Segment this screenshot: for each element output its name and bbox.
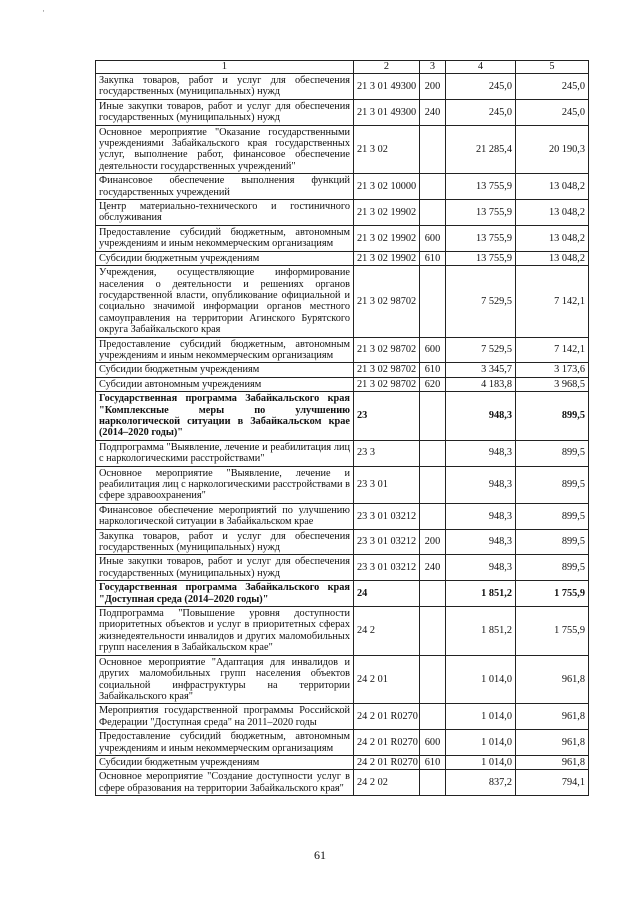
row-amount-col5-cell: 3 968,5: [516, 377, 589, 391]
row-amount-col4-cell: 1 014,0: [446, 755, 516, 769]
row-name-cell: Предоставление субсидий бюджетным, автономным учреждениям и иным некоммерческим организациям: [96, 225, 354, 251]
row-name-cell: Подпрограмма "Выявление, лечение и реабилитация лиц с наркологическими расстройствами": [96, 440, 354, 466]
table-row: [96, 440, 589, 466]
row-amount-col4-cell: 13 755,9: [446, 174, 516, 200]
row-expense-type-cell: 620: [420, 377, 446, 391]
row-amount-col5-cell: 245,0: [516, 74, 589, 100]
row-name-cell: Государственная программа Забайкальского края "Доступная среда (2014–2020 годы)": [96, 581, 354, 607]
row-amount-col5-cell: 7 142,1: [516, 266, 589, 337]
table-row: [96, 225, 589, 251]
table-row: [96, 555, 589, 581]
row-name-cell: Субсидии автономным учреждениям: [96, 377, 354, 391]
row-expense-type-cell: [420, 581, 446, 607]
row-amount-col5-cell: 899,5: [516, 392, 589, 441]
row-name-cell: Субсидии бюджетным учреждениям: [96, 755, 354, 769]
row-amount-col4-cell: 1 014,0: [446, 704, 516, 730]
row-amount-col5-cell: 13 048,2: [516, 174, 589, 200]
row-amount-col5-cell: 899,5: [516, 466, 589, 503]
table-row: [96, 392, 589, 441]
column-header-1: 1: [96, 61, 354, 74]
table-row: [96, 755, 589, 769]
table-row: [96, 99, 589, 125]
row-code-cell: 21 3 02 19902: [354, 200, 420, 226]
row-expense-type-cell: [420, 200, 446, 226]
row-code-cell: 24 2 01 R0270: [354, 755, 420, 769]
row-amount-col5-cell: 20 190,3: [516, 125, 589, 174]
table-row: [96, 655, 589, 704]
row-expense-type-cell: [420, 125, 446, 174]
row-expense-type-cell: 600: [420, 225, 446, 251]
row-amount-col5-cell: 3 173,6: [516, 363, 589, 377]
row-amount-col4-cell: 837,2: [446, 770, 516, 796]
row-amount-col5-cell: 899,5: [516, 555, 589, 581]
row-expense-type-cell: [420, 440, 446, 466]
row-code-cell: 23 3 01: [354, 466, 420, 503]
row-code-cell: 21 3 02 98702: [354, 363, 420, 377]
row-expense-type-cell: [420, 466, 446, 503]
row-name-cell: Подпрограмма "Повышение уровня доступности приоритетных объектов и услуг в приоритетных сферах жизнедеятельности инвалидов и других маломобильных групп населения в Забайкальском крае": [96, 607, 354, 656]
row-amount-col5-cell: 245,0: [516, 99, 589, 125]
row-name-cell: Основное мероприятие "Выявление, лечение и реабилитация лиц с наркологическими расстройствами в сфере здравоохранения": [96, 466, 354, 503]
row-name-cell: Предоставление субсидий бюджетным, автономным учреждениям и иным некоммерческим организациям: [96, 730, 354, 756]
row-amount-col4-cell: 21 285,4: [446, 125, 516, 174]
row-amount-col4-cell: 245,0: [446, 74, 516, 100]
row-code-cell: 23 3 01 03212: [354, 503, 420, 529]
row-name-cell: Финансовое обеспечение выполнения функций государственных учреждений: [96, 174, 354, 200]
row-expense-type-cell: [420, 392, 446, 441]
page-number: 61: [314, 848, 326, 862]
row-name-cell: Финансовое обеспечение мероприятий по улучшению наркологической ситуации в Забайкальском крае: [96, 503, 354, 529]
row-amount-col4-cell: 948,3: [446, 529, 516, 555]
table-row: [96, 770, 589, 796]
row-amount-col4-cell: 245,0: [446, 99, 516, 125]
row-amount-col4-cell: 13 755,9: [446, 251, 516, 265]
row-amount-col5-cell: 13 048,2: [516, 225, 589, 251]
column-header-5: 5: [516, 61, 589, 74]
table-row: [96, 251, 589, 265]
table-body: [96, 74, 589, 796]
row-amount-col4-cell: 7 529,5: [446, 266, 516, 337]
row-name-cell: Иные закупки товаров, работ и услуг для обеспечения государственных (муниципальных) нужд: [96, 555, 354, 581]
row-amount-col5-cell: 1 755,9: [516, 607, 589, 656]
table-row: [96, 503, 589, 529]
row-code-cell: 24 2 01 R0270: [354, 730, 420, 756]
row-amount-col4-cell: 1 851,2: [446, 581, 516, 607]
row-code-cell: 21 3 02 98702: [354, 266, 420, 337]
row-code-cell: 24 2 01 R0270: [354, 704, 420, 730]
row-expense-type-cell: [420, 174, 446, 200]
row-code-cell: 24 2 01: [354, 655, 420, 704]
row-amount-col4-cell: 948,3: [446, 503, 516, 529]
corner-mark: ·: [42, 6, 45, 16]
table-row: [96, 704, 589, 730]
row-expense-type-cell: [420, 770, 446, 796]
row-code-cell: 21 3 02: [354, 125, 420, 174]
row-expense-type-cell: [420, 607, 446, 656]
column-header-4: 4: [446, 61, 516, 74]
row-code-cell: 23 3 01 03212: [354, 555, 420, 581]
row-amount-col4-cell: 13 755,9: [446, 225, 516, 251]
row-amount-col4-cell: 7 529,5: [446, 337, 516, 363]
row-expense-type-cell: [420, 503, 446, 529]
row-amount-col5-cell: 899,5: [516, 529, 589, 555]
row-amount-col5-cell: 961,8: [516, 704, 589, 730]
table-row: [96, 377, 589, 391]
table-row: [96, 266, 589, 337]
row-amount-col4-cell: 13 755,9: [446, 200, 516, 226]
row-code-cell: 21 3 02 19902: [354, 225, 420, 251]
row-amount-col4-cell: 948,3: [446, 440, 516, 466]
row-name-cell: Закупка товаров, работ и услуг для обеспечения государственных (муниципальных) нужд: [96, 74, 354, 100]
row-name-cell: Субсидии бюджетным учреждениям: [96, 363, 354, 377]
table-row: [96, 363, 589, 377]
row-expense-type-cell: [420, 704, 446, 730]
row-code-cell: 23 3 01 03212: [354, 529, 420, 555]
table-row: [96, 125, 589, 174]
row-name-cell: Учреждения, осуществляющие информирование населения о деятельности и решениях органов государственной власти, опубликование официальной и социально значимой информации органов местного самоуправления на территории Агинского Бурятского округа Забайкальского края: [96, 266, 354, 337]
row-amount-col4-cell: 3 345,7: [446, 363, 516, 377]
table-row: [96, 581, 589, 607]
row-amount-col5-cell: 1 755,9: [516, 581, 589, 607]
row-name-cell: Иные закупки товаров, работ и услуг для обеспечения государственных (муниципальных) нужд: [96, 99, 354, 125]
row-expense-type-cell: 240: [420, 99, 446, 125]
row-amount-col5-cell: 899,5: [516, 440, 589, 466]
row-amount-col4-cell: 1 014,0: [446, 655, 516, 704]
row-name-cell: Субсидии бюджетным учреждениям: [96, 251, 354, 265]
row-name-cell: Основное мероприятие "Адаптация для инвалидов и других маломобильных групп населения объектов социальной инфраструктуры на территории Забайкальского края": [96, 655, 354, 704]
row-expense-type-cell: 240: [420, 555, 446, 581]
column-header-2: 2: [354, 61, 420, 74]
row-amount-col5-cell: 899,5: [516, 503, 589, 529]
row-name-cell: Основное мероприятие "Оказание государственными учреждениями Забайкальского края государственных услуг, выполнение работ, финансовое обеспечение деятельности государственных учреждений": [96, 125, 354, 174]
row-code-cell: 21 3 01 49300: [354, 74, 420, 100]
row-amount-col5-cell: 961,8: [516, 755, 589, 769]
row-name-cell: Государственная программа Забайкальского края "Комплексные меры по улучшению наркологической ситуации в Забайкальском крае (2014–2020 годы)": [96, 392, 354, 441]
table-row: [96, 730, 589, 756]
row-name-cell: Закупка товаров, работ и услуг для обеспечения государственных (муниципальных) нужд: [96, 529, 354, 555]
row-code-cell: 21 3 02 98702: [354, 377, 420, 391]
row-expense-type-cell: 200: [420, 74, 446, 100]
row-expense-type-cell: 600: [420, 337, 446, 363]
row-amount-col4-cell: 948,3: [446, 466, 516, 503]
row-amount-col4-cell: 1 014,0: [446, 730, 516, 756]
row-name-cell: Предоставление субсидий бюджетным, автономным учреждениям и иным некоммерческим организациям: [96, 337, 354, 363]
row-expense-type-cell: [420, 655, 446, 704]
row-code-cell: 23: [354, 392, 420, 441]
row-name-cell: Мероприятия государственной программы Российской Федерации "Доступная среда" на 2011–2020 годы: [96, 704, 354, 730]
row-expense-type-cell: 200: [420, 529, 446, 555]
row-amount-col5-cell: 13 048,2: [516, 251, 589, 265]
table-row: [96, 337, 589, 363]
row-expense-type-cell: 610: [420, 251, 446, 265]
row-name-cell: Центр материально-технического и гостиничного обслуживания: [96, 200, 354, 226]
row-amount-col5-cell: 7 142,1: [516, 337, 589, 363]
row-code-cell: 24 2 02: [354, 770, 420, 796]
row-expense-type-cell: 610: [420, 363, 446, 377]
row-amount-col5-cell: 13 048,2: [516, 200, 589, 226]
table-row: [96, 200, 589, 226]
row-expense-type-cell: 610: [420, 755, 446, 769]
table-row: [96, 466, 589, 503]
row-amount-col4-cell: 4 183,8: [446, 377, 516, 391]
row-code-cell: 24: [354, 581, 420, 607]
table-row: [96, 529, 589, 555]
row-code-cell: 24 2: [354, 607, 420, 656]
row-expense-type-cell: 600: [420, 730, 446, 756]
row-amount-col4-cell: 1 851,2: [446, 607, 516, 656]
row-amount-col4-cell: 948,3: [446, 392, 516, 441]
row-code-cell: 21 3 02 98702: [354, 337, 420, 363]
row-amount-col5-cell: 961,8: [516, 730, 589, 756]
row-code-cell: 21 3 02 19902: [354, 251, 420, 265]
row-code-cell: 23 3: [354, 440, 420, 466]
table-row: [96, 74, 589, 100]
budget-table: [95, 60, 589, 796]
row-code-cell: 21 3 01 49300: [354, 99, 420, 125]
row-expense-type-cell: [420, 266, 446, 337]
row-amount-col5-cell: 794,1: [516, 770, 589, 796]
column-header-3: 3: [420, 61, 446, 74]
row-amount-col4-cell: 948,3: [446, 555, 516, 581]
row-code-cell: 21 3 02 10000: [354, 174, 420, 200]
row-name-cell: Основное мероприятие "Создание доступности услуг в сфере образования на территории Забайкальского края": [96, 770, 354, 796]
row-amount-col5-cell: 961,8: [516, 655, 589, 704]
table-row: [96, 607, 589, 656]
table-row: [96, 174, 589, 200]
column-header-row: [96, 61, 589, 74]
